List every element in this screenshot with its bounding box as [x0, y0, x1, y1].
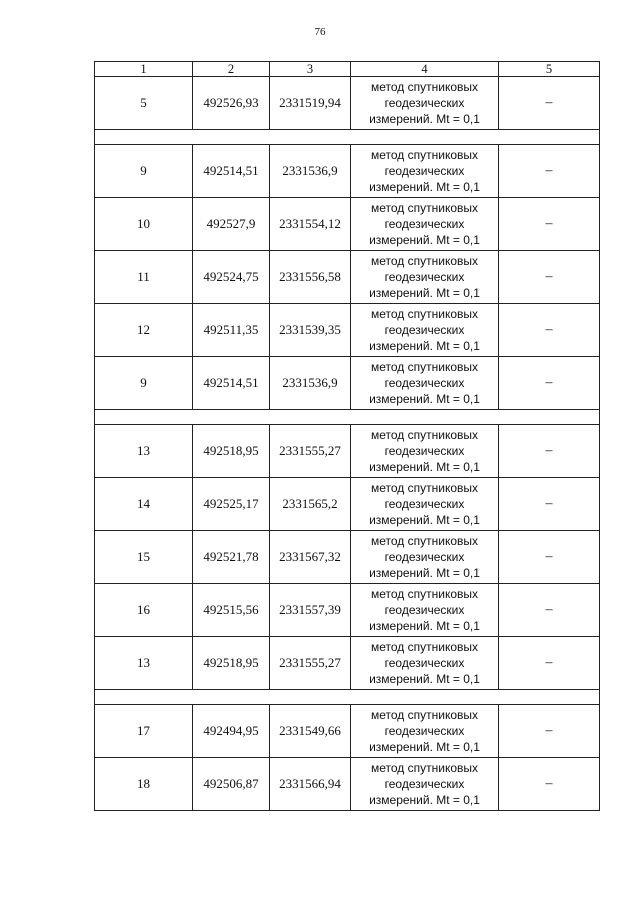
method-line: метод спутниковых — [370, 481, 478, 495]
method-cell — [351, 425, 499, 478]
method-cell — [351, 531, 499, 584]
point-cell: 13 — [95, 637, 193, 690]
y-coordinate-cell: 2331555,27 — [270, 425, 351, 478]
table-body — [95, 77, 600, 811]
column-header-1: 1 — [95, 62, 193, 77]
y-coordinate-cell: 2331555,27 — [270, 637, 351, 690]
method-line: геодезических — [384, 164, 465, 178]
column-header-4: 4 — [351, 62, 499, 77]
method-cell — [351, 77, 499, 130]
note-cell: – — [499, 77, 600, 130]
method-cell — [351, 304, 499, 357]
method-line: метод спутниковых — [370, 761, 478, 775]
table-header-row — [95, 62, 600, 77]
method-cell — [351, 145, 499, 198]
table-row — [95, 478, 600, 531]
column-header-2: 2 — [193, 62, 270, 77]
point-cell: 12 — [95, 304, 193, 357]
method-line: метод спутниковых — [370, 534, 478, 548]
y-coordinate-cell: 2331566,94 — [270, 758, 351, 811]
x-coordinate-cell: 492524,75 — [193, 251, 270, 304]
method-line: измерений. Mt = 0,1 — [369, 619, 480, 633]
method-line: измерений. Mt = 0,1 — [369, 740, 480, 754]
x-coordinate-cell: 492515,56 — [193, 584, 270, 637]
method-line: геодезических — [384, 497, 465, 511]
table-row — [95, 705, 600, 758]
y-coordinate-cell: 2331565,2 — [270, 478, 351, 531]
note-cell: – — [499, 304, 600, 357]
method-line: геодезических — [384, 96, 465, 110]
method-line: измерений. Mt = 0,1 — [369, 392, 480, 406]
note-cell: – — [499, 478, 600, 531]
method-line: метод спутниковых — [370, 708, 478, 722]
method-cell — [351, 357, 499, 410]
point-cell: 15 — [95, 531, 193, 584]
separator-cell — [95, 130, 600, 145]
point-cell: 16 — [95, 584, 193, 637]
method-line: измерений. Mt = 0,1 — [369, 672, 480, 686]
method-line: геодезических — [384, 603, 465, 617]
x-coordinate-cell: 492527,9 — [193, 198, 270, 251]
method-line: метод спутниковых — [370, 307, 478, 321]
y-coordinate-cell: 2331519,94 — [270, 77, 351, 130]
y-coordinate-cell: 2331549,66 — [270, 705, 351, 758]
x-coordinate-cell: 492518,95 — [193, 637, 270, 690]
method-line: измерений. Mt = 0,1 — [369, 180, 480, 194]
note-cell: – — [499, 198, 600, 251]
table-row — [95, 584, 600, 637]
x-coordinate-cell: 492525,17 — [193, 478, 270, 531]
table-row — [95, 77, 600, 130]
x-coordinate-cell: 492521,78 — [193, 531, 270, 584]
table-row — [95, 304, 600, 357]
method-cell — [351, 705, 499, 758]
method-line: метод спутниковых — [370, 360, 478, 374]
method-cell — [351, 637, 499, 690]
column-header-3: 3 — [270, 62, 351, 77]
note-cell: – — [499, 145, 600, 198]
method-line: метод спутниковых — [370, 80, 478, 94]
coordinates-table — [94, 61, 600, 811]
method-line: метод спутниковых — [370, 587, 478, 601]
note-cell: – — [499, 705, 600, 758]
note-cell: – — [499, 584, 600, 637]
point-cell: 13 — [95, 425, 193, 478]
point-cell: 9 — [95, 357, 193, 410]
table-row — [95, 637, 600, 690]
y-coordinate-cell: 2331557,39 — [270, 584, 351, 637]
method-line: измерений. Mt = 0,1 — [369, 513, 480, 527]
y-coordinate-cell: 2331536,9 — [270, 145, 351, 198]
separator-row — [95, 130, 600, 145]
x-coordinate-cell: 492518,95 — [193, 425, 270, 478]
x-coordinate-cell: 492514,51 — [193, 145, 270, 198]
table-row — [95, 758, 600, 811]
method-cell — [351, 198, 499, 251]
point-cell: 11 — [95, 251, 193, 304]
separator-row — [95, 410, 600, 425]
table-row — [95, 425, 600, 478]
x-coordinate-cell: 492511,35 — [193, 304, 270, 357]
point-cell: 18 — [95, 758, 193, 811]
method-line: метод спутниковых — [370, 201, 478, 215]
method-line: геодезических — [384, 550, 465, 564]
method-line: геодезических — [384, 270, 465, 284]
method-line: измерений. Mt = 0,1 — [369, 233, 480, 247]
separator-row — [95, 690, 600, 705]
method-line: геодезических — [384, 376, 465, 390]
method-line: измерений. Mt = 0,1 — [369, 793, 480, 807]
table-row — [95, 145, 600, 198]
table-row — [95, 251, 600, 304]
note-cell: – — [499, 637, 600, 690]
note-cell: – — [499, 251, 600, 304]
method-line: измерений. Mt = 0,1 — [369, 339, 480, 353]
method-line: метод спутниковых — [370, 254, 478, 268]
method-line: измерений. Mt = 0,1 — [369, 566, 480, 580]
point-cell: 17 — [95, 705, 193, 758]
method-line: измерений. Mt = 0,1 — [369, 460, 480, 474]
method-cell — [351, 478, 499, 531]
method-line: геодезических — [384, 217, 465, 231]
x-coordinate-cell: 492506,87 — [193, 758, 270, 811]
method-line: геодезических — [384, 656, 465, 670]
separator-cell — [95, 410, 600, 425]
table-row — [95, 531, 600, 584]
x-coordinate-cell: 492526,93 — [193, 77, 270, 130]
table-row — [95, 198, 600, 251]
method-line: метод спутниковых — [370, 148, 478, 162]
y-coordinate-cell: 2331556,58 — [270, 251, 351, 304]
method-line: метод спутниковых — [370, 428, 478, 442]
y-coordinate-cell: 2331539,35 — [270, 304, 351, 357]
method-line: геодезических — [384, 444, 465, 458]
y-coordinate-cell: 2331536,9 — [270, 357, 351, 410]
column-header-5: 5 — [499, 62, 600, 77]
table-row — [95, 357, 600, 410]
note-cell: – — [499, 758, 600, 811]
point-cell: 10 — [95, 198, 193, 251]
method-line: измерений. Mt = 0,1 — [369, 286, 480, 300]
method-line: геодезических — [384, 724, 465, 738]
separator-cell — [95, 690, 600, 705]
method-line: геодезических — [384, 323, 465, 337]
note-cell: – — [499, 357, 600, 410]
y-coordinate-cell: 2331554,12 — [270, 198, 351, 251]
y-coordinate-cell: 2331567,32 — [270, 531, 351, 584]
method-line: измерений. Mt = 0,1 — [369, 112, 480, 126]
page-number: 76 — [314, 26, 326, 38]
note-cell: – — [499, 425, 600, 478]
point-cell: 9 — [95, 145, 193, 198]
note-cell: – — [499, 531, 600, 584]
point-cell: 14 — [95, 478, 193, 531]
x-coordinate-cell: 492514,51 — [193, 357, 270, 410]
point-cell: 5 — [95, 77, 193, 130]
method-line: метод спутниковых — [370, 640, 478, 654]
x-coordinate-cell: 492494,95 — [193, 705, 270, 758]
method-cell — [351, 251, 499, 304]
method-cell — [351, 758, 499, 811]
method-cell — [351, 584, 499, 637]
method-line: геодезических — [384, 777, 465, 791]
